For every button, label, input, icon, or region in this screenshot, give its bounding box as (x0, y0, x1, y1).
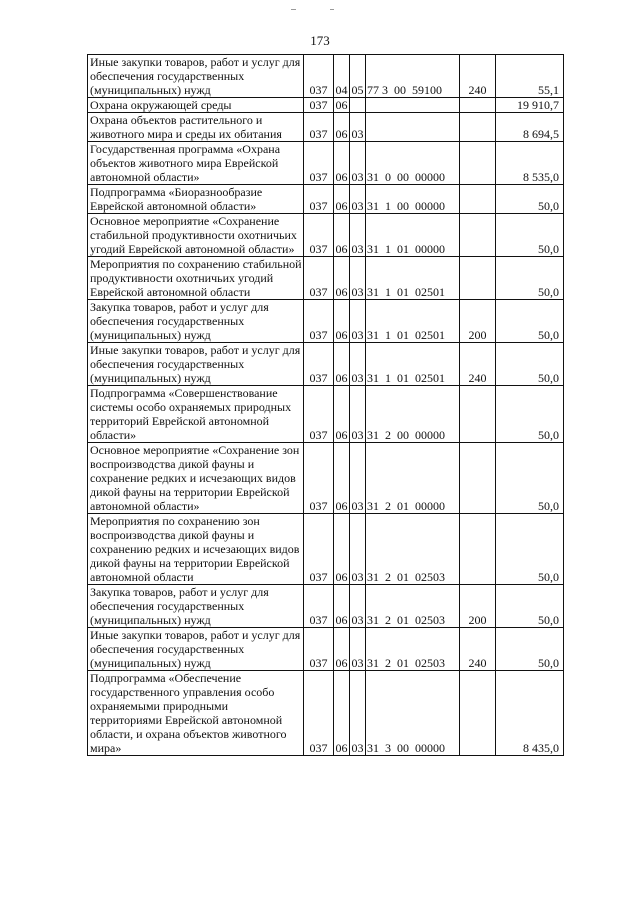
row-grbs-code: 037 (304, 386, 334, 443)
row-amount: 50,0 (496, 386, 564, 443)
row-subsection-code: 03 (350, 343, 366, 386)
row-subsection-code: 03 (350, 300, 366, 343)
row-expense-type-code (460, 514, 496, 585)
page-number: 173 (310, 33, 330, 48)
row-target-article-code: 31 1 01 02501 (366, 343, 460, 386)
row-expense-type-code: 200 (460, 300, 496, 343)
row-target-article-code: 31 2 01 02503 (366, 585, 460, 628)
row-amount: 8 694,5 (496, 113, 564, 142)
table-row (88, 214, 564, 257)
row-subsection-code: 03 (350, 671, 366, 756)
table-row (88, 257, 564, 300)
row-name: Закупка товаров, работ и услуг для обеспечения государственных (муниципальных) нужд (88, 585, 304, 628)
row-name: Иные закупки товаров, работ и услуг для обеспечения государственных (муниципальных) нужд (88, 343, 304, 386)
table-body (88, 55, 564, 756)
table-row (88, 343, 564, 386)
row-subsection-code: 03 (350, 386, 366, 443)
row-grbs-code: 037 (304, 55, 334, 98)
row-subsection-code: 03 (350, 514, 366, 585)
row-name: Подпрограмма «Биоразнообразие Еврейской автономной области» (88, 185, 304, 214)
table-row (88, 628, 564, 671)
row-section-code: 06 (334, 343, 350, 386)
table-row (88, 300, 564, 343)
row-expense-type-code (460, 386, 496, 443)
scan-mark-left (291, 9, 296, 10)
row-amount: 50,0 (496, 343, 564, 386)
row-section-code: 06 (334, 185, 350, 214)
row-name: Иные закупки товаров, работ и услуг для обеспечения государственных (муниципальных) нужд (88, 55, 304, 98)
row-expense-type-code: 240 (460, 343, 496, 386)
row-subsection-code: 03 (350, 214, 366, 257)
row-grbs-code: 037 (304, 443, 334, 514)
row-expense-type-code: 200 (460, 585, 496, 628)
row-target-article-code: 31 0 00 00000 (366, 142, 460, 185)
row-target-article-code: 31 2 00 00000 (366, 386, 460, 443)
row-section-code: 06 (334, 671, 350, 756)
row-amount: 50,0 (496, 585, 564, 628)
row-subsection-code: 05 (350, 55, 366, 98)
row-target-article-code: 31 2 01 02503 (366, 628, 460, 671)
budget-table (87, 54, 564, 756)
row-amount: 8 435,0 (496, 671, 564, 756)
row-subsection-code: 03 (350, 185, 366, 214)
row-amount: 50,0 (496, 443, 564, 514)
row-section-code: 06 (334, 214, 350, 257)
row-target-article-code (366, 113, 460, 142)
row-grbs-code: 037 (304, 585, 334, 628)
row-section-code: 06 (334, 585, 350, 628)
row-subsection-code: 03 (350, 257, 366, 300)
row-grbs-code: 037 (304, 671, 334, 756)
row-expense-type-code (460, 214, 496, 257)
row-target-article-code: 31 1 00 00000 (366, 185, 460, 214)
row-section-code: 06 (334, 514, 350, 585)
row-section-code: 06 (334, 628, 350, 671)
row-amount: 50,0 (496, 257, 564, 300)
row-expense-type-code (460, 113, 496, 142)
row-section-code: 06 (334, 386, 350, 443)
row-subsection-code: 03 (350, 443, 366, 514)
table-row (88, 585, 564, 628)
row-name: Подпрограмма «Совершенствование системы особо охраняемых природных территорий Еврейской автономной области» (88, 386, 304, 443)
row-section-code: 06 (334, 300, 350, 343)
row-amount: 50,0 (496, 185, 564, 214)
row-name: Подпрограмма «Обеспечение государственного управления особо охраняемыми природными территориями Еврейской автономной области, и охрана объектов животного мира» (88, 671, 304, 756)
row-name: Государственная программа «Охрана объектов животного мира Еврейской автономной области» (88, 142, 304, 185)
row-target-article-code: 31 3 00 00000 (366, 671, 460, 756)
row-grbs-code: 037 (304, 214, 334, 257)
row-name: Основное мероприятие «Сохранение зон воспроизводства дикой фауны и сохранение редких и исчезающих видов дикой фауны на территории Еврейской автономной области» (88, 443, 304, 514)
row-grbs-code: 037 (304, 514, 334, 585)
row-subsection-code: 03 (350, 113, 366, 142)
row-name: Иные закупки товаров, работ и услуг для обеспечения государственных (муниципальных) нужд (88, 628, 304, 671)
row-name: Основное мероприятие «Сохранение стабильной продуктивности охотничьих угодий Еврейской автономной области» (88, 214, 304, 257)
row-subsection-code: 03 (350, 628, 366, 671)
row-section-code: 06 (334, 142, 350, 185)
table-row (88, 98, 564, 113)
row-name: Охрана окружающей среды (88, 98, 304, 113)
row-target-article-code: 31 2 01 00000 (366, 443, 460, 514)
row-expense-type-code (460, 443, 496, 514)
row-target-article-code: 31 1 01 00000 (366, 214, 460, 257)
row-section-code: 06 (334, 443, 350, 514)
row-grbs-code: 037 (304, 300, 334, 343)
row-section-code: 04 (334, 55, 350, 98)
row-expense-type-code (460, 142, 496, 185)
row-grbs-code: 037 (304, 628, 334, 671)
row-target-article-code: 31 1 01 02501 (366, 300, 460, 343)
table-row (88, 142, 564, 185)
row-expense-type-code: 240 (460, 55, 496, 98)
row-amount: 8 535,0 (496, 142, 564, 185)
row-subsection-code: 03 (350, 142, 366, 185)
row-grbs-code: 037 (304, 257, 334, 300)
row-grbs-code: 037 (304, 185, 334, 214)
row-grbs-code: 037 (304, 113, 334, 142)
row-name: Мероприятия по сохранению стабильной продуктивности охотничьих угодий Еврейской автономной области (88, 257, 304, 300)
table-row (88, 671, 564, 756)
row-target-article-code: 31 1 01 02501 (366, 257, 460, 300)
row-expense-type-code (460, 185, 496, 214)
row-expense-type-code: 240 (460, 628, 496, 671)
scan-mark-right (330, 9, 334, 10)
row-subsection-code: 03 (350, 585, 366, 628)
row-amount: 50,0 (496, 300, 564, 343)
table-row (88, 113, 564, 142)
row-expense-type-code (460, 257, 496, 300)
row-amount: 19 910,7 (496, 98, 564, 113)
table-row (88, 443, 564, 514)
row-amount: 50,0 (496, 214, 564, 257)
row-grbs-code: 037 (304, 142, 334, 185)
row-expense-type-code (460, 98, 496, 113)
row-target-article-code: 31 2 01 02503 (366, 514, 460, 585)
row-name: Мероприятия по сохранению зон воспроизводства дикой фауны и сохранению редких и исчезающих видов дикой фауны на территории Еврейской автономной области (88, 514, 304, 585)
table-row (88, 386, 564, 443)
row-amount: 50,0 (496, 628, 564, 671)
row-amount: 55,1 (496, 55, 564, 98)
row-target-article-code: 77 3 00 59100 (366, 55, 460, 98)
table-row (88, 55, 564, 98)
table-row (88, 514, 564, 585)
row-subsection-code (350, 98, 366, 113)
row-section-code: 06 (334, 257, 350, 300)
row-expense-type-code (460, 671, 496, 756)
row-grbs-code: 037 (304, 98, 334, 113)
row-name: Закупка товаров, работ и услуг для обеспечения государственных (муниципальных) нужд (88, 300, 304, 343)
row-section-code: 06 (335, 98, 348, 112)
row-amount: 50,0 (496, 514, 564, 585)
row-target-article-code (366, 98, 460, 113)
table-row (88, 185, 564, 214)
row-grbs-code: 037 (304, 343, 334, 386)
row-name: Охрана объектов растительного и животного мира и среды их обитания (88, 113, 304, 142)
row-section-code: 06 (334, 113, 350, 142)
